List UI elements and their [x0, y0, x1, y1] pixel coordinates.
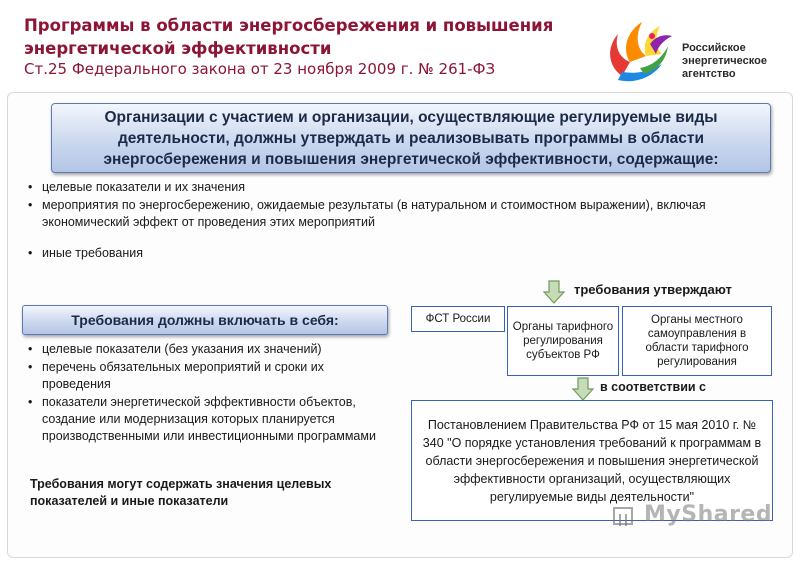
logo-text: [682, 42, 767, 81]
page-title: Программы в области энергосбережения и повышения энергетической эффективности: [24, 16, 554, 58]
list-item: • целевые показатели (без указания их значений): [26, 341, 396, 358]
logo-line1: Российское: [682, 42, 746, 54]
logo-line3: агентство: [682, 68, 736, 80]
accordance-label: в соответствии с: [600, 380, 707, 394]
approve-label: требования утверждают: [574, 282, 732, 297]
list-item: • перечень обязательных мероприятий и сроки их проведения: [26, 359, 396, 393]
page-subtitle: Ст.25 Федерального закона от 23 ноября 2009 г. № 261-ФЗ: [24, 60, 496, 78]
logo-line2: энергетическое: [682, 55, 767, 67]
requirements-list: [26, 341, 396, 446]
arrow-down-icon: [572, 377, 594, 401]
requirements-note: Требования могут содержать значения целевых показателей и иные показатели: [30, 477, 332, 508]
arrow-down-icon: [543, 280, 565, 304]
requirements-banner: Требования должны включать в себя:: [22, 305, 388, 335]
decree-box: Постановлением Правительства РФ от 15 мая 2010 г. № 340 "О порядке установления требований к программам в области энергосбережения и повышения энергетической эффективности организаций, осуществляющих регулируемые виды деятельности": [411, 400, 773, 521]
list-item: • мероприятия по энергосбережению, ожидаемые результаты (в натуральном и стоимостном выражении), включая экономический эффект от проведения этих мероприятий: [26, 197, 796, 231]
watermark-icon: [612, 504, 642, 530]
body-local-government: Органы местного самоуправления в области тарифного регулирования: [622, 306, 772, 376]
body-regional-tariff: Органы тарифного регулирования субъектов РФ: [507, 306, 619, 376]
list-item: • иные требования: [26, 245, 796, 262]
body-fst: ФСТ России: [411, 306, 505, 332]
list-item: • показатели энергетической эффективности объектов, создание или модернизация которых планируется производственными или инвестиционными программами: [26, 394, 396, 445]
logo-flame-icon: [600, 14, 680, 86]
list-item: • целевые показатели и их значения: [26, 179, 796, 196]
logo: [600, 14, 790, 86]
watermark: MyShared: [644, 502, 773, 527]
contents-list: [26, 179, 796, 263]
main-banner: Организации с участием и организации, осуществляющие регулируемые виды деятельности, должны утверждать и реализовывать программы в области энергосбережения и повышения энергетической эффективности, содержащие:: [51, 103, 771, 173]
